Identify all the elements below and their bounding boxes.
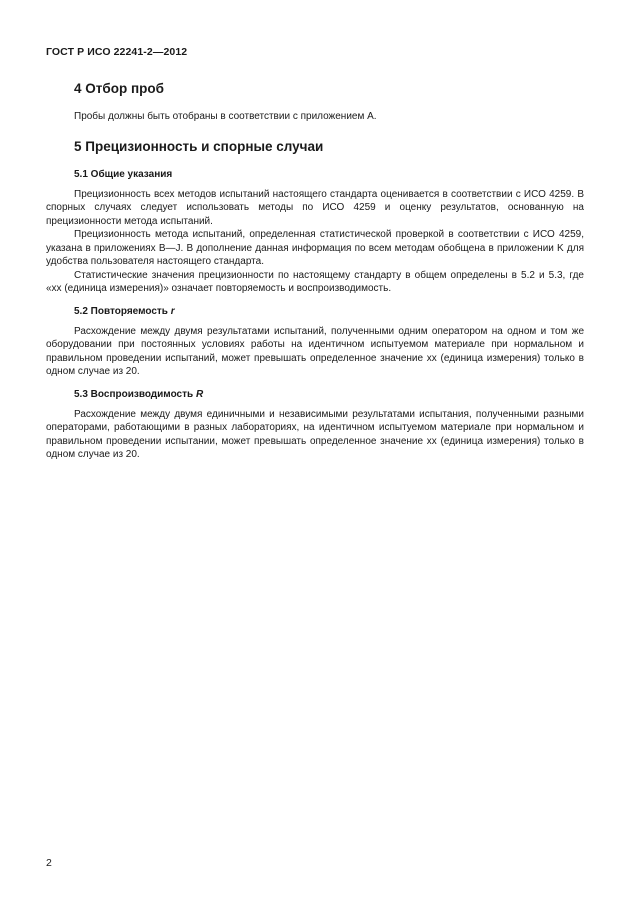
subsection-5-3-paragraph-1: Расхождение между двумя единичными и независимыми результатами испытания, полученными разными операторами, работающими в разных лабораториях, на идентичном испытуемом материале при нормальном и правильном проведении испытании, может превышать определенное значение хх (единица измерения) только в одном случае из 20. [46,408,584,460]
subsection-5-1-paragraph-2: Прецизионность метода испытаний, определенная статистической проверкой в соответствии с ИСО 4259, указана в приложениях B—J. В дополнение данная информация по всем методам обобщена в приложении K для удобства пользователя настоящего стандарта. [46,229,584,267]
document-body [46,80,584,462]
subsection-5-3-title [46,388,584,402]
subsection-5-1-paragraph-3: Статистические значения прецизионности по настоящему стандарту в общем определены в 5.2 и 5.3, где «хх (единица измерения)» означает повторяемость и воспроизводимость. [46,269,584,294]
page-number: 2 [46,857,52,869]
subsection-5-3-title-variable: R [195,388,204,400]
subsection-5-2-paragraph-1: Расхождение между двумя результатами испытаний, полученными одним оператором на одном и том же оборудовании при постоянных условиях работы на идентичном испытуемом материале при нормальном и правильном проведении испытаний, может превышать определенное значение хх (единица измерения) только в одном случае из 20. [46,325,584,377]
subsection-5-1-title: 5.1 Общие указания [74,168,173,180]
subsection-5-2-title [46,305,584,319]
subsection-5-1-paragraph-1: Прецизионность всех методов испытаний настоящего стандарта оценивается в соответствии с ИСО 4259. В спорных случаях следует использовать методы по ИСО 4259 и оценку результатов, основанную на прецизионности метода испытаний. [46,188,584,227]
subsection-5-2-title-variable: r [170,305,175,317]
subsection-5-3-title-text: 5.3 Воспроизводимость [74,388,194,400]
section-4-text: Пробы должны быть отобраны в соответствии с приложением А. [74,111,377,122]
section-4-title: 4 Отбор проб [74,81,164,96]
section-5-title: 5 Прецизионность и спорные случаи [74,138,324,154]
page-header-standard-id: ГОСТ Р ИСО 22241-2—2012 [46,46,188,58]
subsection-5-2-title-text: 5.2 Повторяемость [74,305,168,317]
